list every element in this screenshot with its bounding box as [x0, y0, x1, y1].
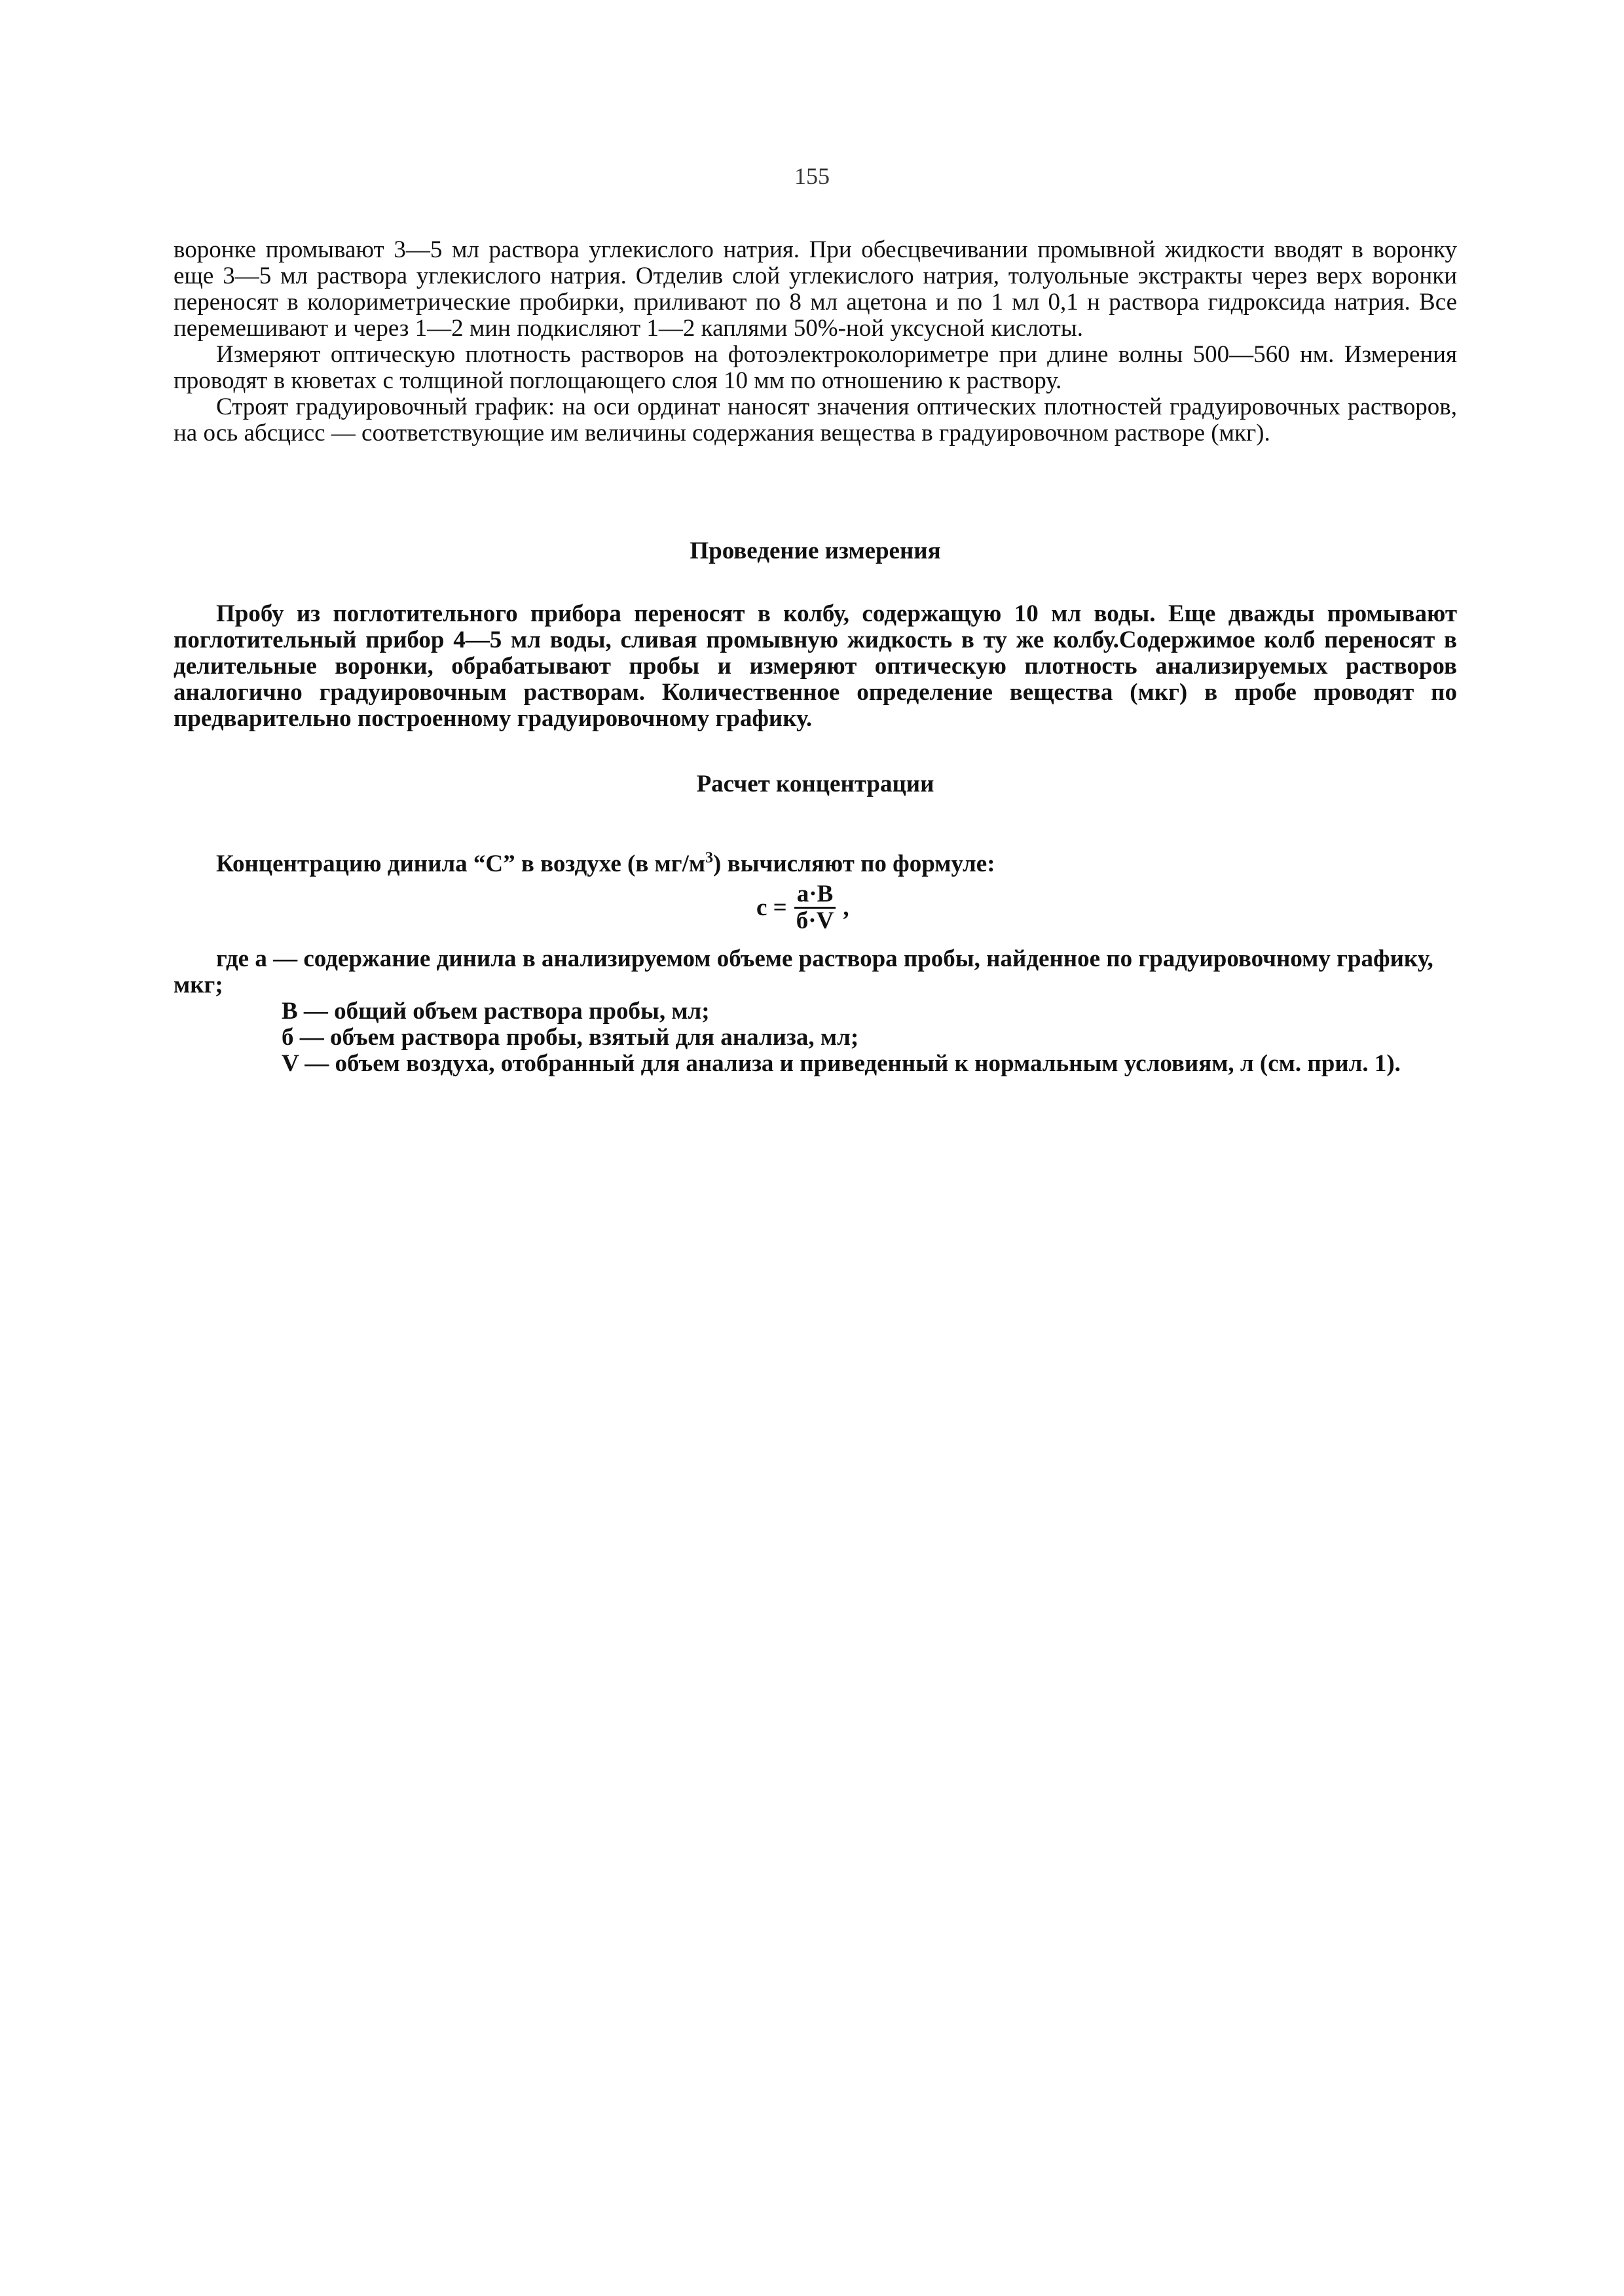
definition-b-total-volume: В — общий объем раствора пробы, мл; — [282, 998, 710, 1025]
page-number: 155 — [794, 163, 830, 189]
formula-fraction — [794, 882, 837, 934]
heading-measurement: Проведение измерения — [690, 538, 941, 564]
intro-text — [174, 237, 1457, 446]
concentration-formula — [756, 875, 849, 940]
paragraph-measurement: Пробу из поглотительного прибора переносят в колбу, содержащую 10 мл воды. Еще дважды промывают поглотительный прибор 4—5 мл воды, сливая промывную жидкость в ту же колбу.Содержимое колб переносят в делительные воронки, обрабатывают пробы и измеряют оптическую плотность анализируемых растворов аналогично градуировочным растворам. Количественное определение вещества (мкг) в пробе проводят по предварительно построенному градуировочному графику. — [174, 600, 1457, 732]
formula-lhs: с = — [756, 894, 787, 921]
heading-calculation: Расчет концентрации — [696, 771, 934, 797]
paragraph-extraction: воронке промывают 3—5 мл раствора углекислого натрия. При обесцвечивании промывной жидкости вводят в воронку еще 3—5 мл раствора углекислого натрия. Отделив слой углекислого натрия, толуольные экстракты через верх воронки переносят в колориметрические пробирки, приливают по 8 мл ацетона и по 1 мл 0,1 н раствора гидроксида натрия. Все перемешивают и через 1—2 мин подкисляют 1—2 каплями 50%-ной уксусной кислоты. — [174, 236, 1457, 342]
definition-a: где а — содержание динила в анализируемом объеме раствора пробы, найденное по градуировочному графику, мкг; — [174, 945, 1433, 998]
formula-comma: , — [843, 894, 849, 921]
formula-intro — [174, 851, 1457, 877]
paragraph-optical-density: Измеряют оптическую плотность растворов на фотоэлектроколориметре при длине волны 500—560 нм. Измерения проводят в кюветах с толщиной поглощающего слоя 10 мм по отношению к раствору. — [174, 341, 1457, 394]
definition-v-air-volume: V — объем воздуха, отобранный для анализа и приведенный к нормальным условиям, л (см. прил. 1). — [282, 1050, 1401, 1077]
variable-definitions — [174, 946, 1457, 1077]
formula-intro-superscript: 3 — [705, 849, 714, 867]
formula-denominator: б·V — [796, 907, 834, 934]
formula-intro-text: Концентрацию динила “С” в воздухе (в мг/м — [216, 850, 706, 877]
paragraph-calibration-graph: Строят градуировочный график: на оси ординат наносят значения оптических плотностей градуировочных растворов, на ось абсцисс — соответствующие им величины содержания вещества в градуировочном растворе (мкг). — [174, 393, 1457, 446]
formula-intro-text-end: ) вычисляют по формуле: — [713, 850, 995, 877]
definition-b-analysis-volume: б — объем раствора пробы, взятый для анализа, мл; — [282, 1024, 859, 1051]
measurement-text-block — [174, 601, 1457, 732]
formula-numerator: а·В — [794, 882, 836, 909]
